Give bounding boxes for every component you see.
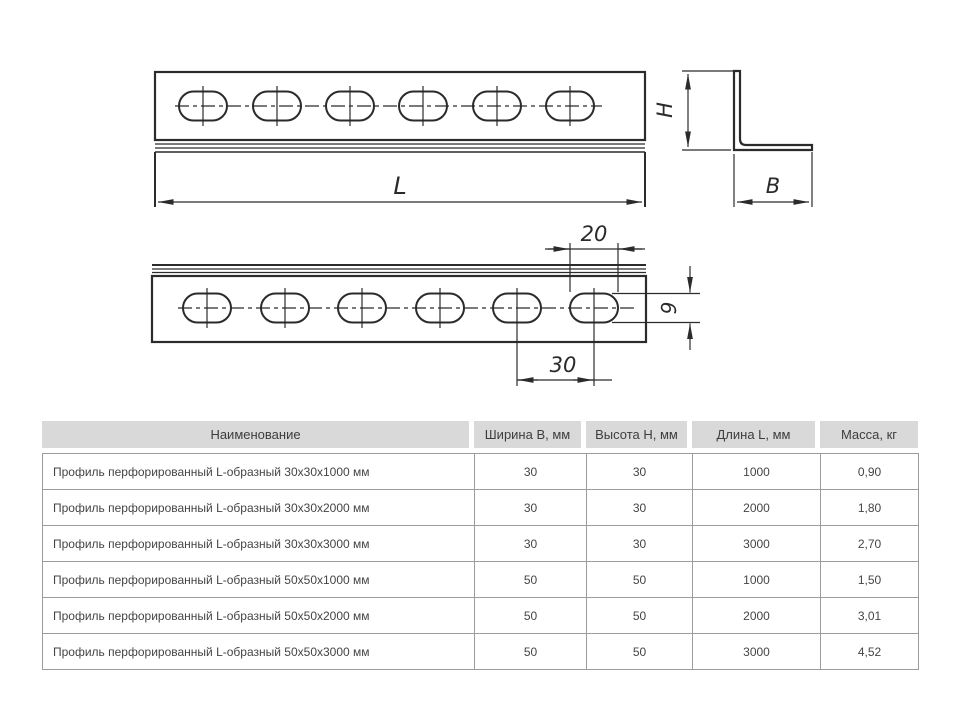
profile-section-view bbox=[682, 71, 812, 207]
spec-table bbox=[42, 453, 919, 670]
cell-length: 3000 bbox=[693, 526, 821, 562]
table-row bbox=[43, 490, 919, 526]
cell-height: 30 bbox=[587, 454, 693, 490]
cell-height: 50 bbox=[587, 562, 693, 598]
dim-label-30: 30 bbox=[549, 353, 577, 377]
cell-name: Профиль перфорированный L-образный 50х50х3000 мм bbox=[43, 634, 475, 670]
dim-label-H: H bbox=[653, 102, 677, 118]
cell-name: Профиль перфорированный L-образный 30х30х1000 мм bbox=[43, 454, 475, 490]
cell-length: 1000 bbox=[693, 454, 821, 490]
column-header-width: Ширина B, мм bbox=[474, 421, 586, 448]
dim-label-B: B bbox=[765, 174, 781, 198]
cell-mass: 2,70 bbox=[821, 526, 919, 562]
table-row bbox=[43, 526, 919, 562]
cell-width: 50 bbox=[475, 634, 587, 670]
table-row bbox=[43, 634, 919, 670]
profile-bottom-view bbox=[152, 243, 700, 386]
cell-width: 30 bbox=[475, 526, 587, 562]
cell-width: 50 bbox=[475, 598, 587, 634]
cell-length: 3000 bbox=[693, 634, 821, 670]
cell-height: 50 bbox=[587, 634, 693, 670]
column-header-height: Высота H, мм bbox=[586, 421, 692, 448]
section-angle-shape bbox=[734, 71, 812, 150]
column-header-mass: Масса, кг bbox=[820, 421, 918, 448]
cell-mass: 0,90 bbox=[821, 454, 919, 490]
cell-length: 2000 bbox=[693, 490, 821, 526]
table-row bbox=[43, 562, 919, 598]
table-row bbox=[43, 598, 919, 634]
cell-length: 1000 bbox=[693, 562, 821, 598]
cell-name: Профиль перфорированный L-образный 30х30х2000 мм bbox=[43, 490, 475, 526]
cell-height: 30 bbox=[587, 490, 693, 526]
cell-length: 2000 bbox=[693, 598, 821, 634]
cell-mass: 4,52 bbox=[821, 634, 919, 670]
cell-mass: 1,80 bbox=[821, 490, 919, 526]
dim-label-L: L bbox=[393, 172, 407, 200]
cell-name: Профиль перфорированный L-образный 50х50х1000 мм bbox=[43, 562, 475, 598]
column-header-length: Длина L, мм bbox=[692, 421, 820, 448]
cell-width: 30 bbox=[475, 454, 587, 490]
cell-width: 30 bbox=[475, 490, 587, 526]
cell-width: 50 bbox=[475, 562, 587, 598]
cell-mass: 1,50 bbox=[821, 562, 919, 598]
table-row bbox=[43, 454, 919, 490]
cell-name: Профиль перфорированный L-образный 50х50х2000 мм bbox=[43, 598, 475, 634]
spec-table-header bbox=[42, 421, 918, 448]
cell-name: Профиль перфорированный L-образный 30х30х3000 мм bbox=[43, 526, 475, 562]
dim-label-20: 20 bbox=[580, 222, 608, 246]
cell-mass: 3,01 bbox=[821, 598, 919, 634]
cell-height: 50 bbox=[587, 598, 693, 634]
column-header-name: Наименование bbox=[42, 421, 474, 448]
dim-label-9: 9 bbox=[657, 301, 681, 315]
cell-height: 30 bbox=[587, 526, 693, 562]
